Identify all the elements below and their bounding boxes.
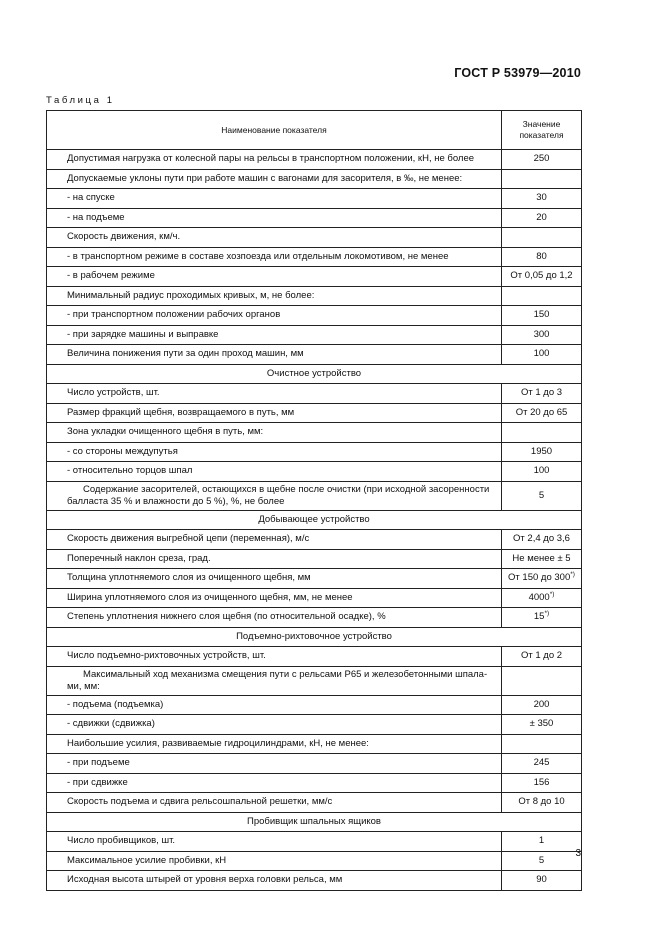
- table-row: [47, 754, 582, 774]
- section-row: [47, 364, 582, 384]
- table-caption: Таблица 1: [46, 95, 115, 106]
- table-row: [47, 588, 582, 608]
- row-name: - относительно торцов шпал: [47, 462, 502, 482]
- row-value: [502, 871, 582, 891]
- table-row: [47, 773, 582, 793]
- row-value: [502, 345, 582, 365]
- table-row: [47, 403, 582, 423]
- row-value: [502, 647, 582, 667]
- row-name: Минимальный радиус проходимых кривых, м, не более:: [47, 286, 502, 306]
- row-value: [502, 832, 582, 852]
- table-row: [47, 462, 582, 482]
- footnote-marker: *): [570, 571, 575, 579]
- row-value: [502, 734, 582, 754]
- table-row: [47, 286, 582, 306]
- row-value-text: От 1 до 2: [520, 650, 563, 662]
- row-name: - подъема (подъемка): [47, 695, 502, 715]
- table-row: [47, 306, 582, 326]
- row-value: [502, 549, 582, 569]
- row-name: - сдвижки (сдвижка): [47, 715, 502, 735]
- table-row: [47, 189, 582, 209]
- row-value-text: 1: [538, 835, 545, 847]
- document-number: ГОСТ Р 53979—2010: [454, 66, 581, 80]
- table-row: [47, 267, 582, 287]
- section-title: Очистное устройство: [47, 364, 582, 384]
- row-value-text: 1950: [530, 445, 553, 457]
- table-row: [47, 442, 582, 462]
- table-row: [47, 666, 582, 695]
- column-header-value: Значение показателя: [502, 111, 582, 150]
- section-title: Добывающее устройство: [47, 510, 582, 530]
- table-row: [47, 569, 582, 589]
- table-row: [47, 384, 582, 404]
- table-row: [47, 325, 582, 345]
- row-name: Наибольшие усилия, развиваемые гидроцилиндрами, кН, не менее:: [47, 734, 502, 754]
- table-row: [47, 549, 582, 569]
- table-row: [47, 647, 582, 667]
- table-row: [47, 169, 582, 189]
- row-name: Величина понижения пути за один проход машин, мм: [47, 345, 502, 365]
- row-name: Максимальное усилие пробивки, кН: [47, 851, 502, 871]
- table-row: [47, 715, 582, 735]
- row-value: [502, 569, 582, 589]
- table-row: [47, 208, 582, 228]
- table-row: [47, 530, 582, 550]
- row-name: Число пробивщиков, шт.: [47, 832, 502, 852]
- row-name: - при сдвижке: [47, 773, 502, 793]
- row-value-text: 90: [536, 874, 547, 886]
- row-value: [502, 715, 582, 735]
- row-value: [502, 695, 582, 715]
- table-row: [47, 150, 582, 170]
- row-value: [502, 150, 582, 170]
- row-value: [502, 462, 582, 482]
- row-name: Размер фракций щебня, возвращаемого в путь, мм: [47, 403, 502, 423]
- row-value: [502, 754, 582, 774]
- row-value: [502, 267, 582, 287]
- row-name: Скорость движения выгребной цепи (переменная), м/с: [47, 530, 502, 550]
- row-name: - при зарядке машины и выправке: [47, 325, 502, 345]
- table-row: [47, 734, 582, 754]
- row-value-text: 20: [536, 211, 547, 223]
- row-value-text: 150: [533, 309, 550, 321]
- row-name: Содержание засорителей, остающихся в щебне после очистки (при исходной засоренности балласта 35 % и влажности до 5 %), %, не более: [47, 481, 502, 510]
- table-row: [47, 345, 582, 365]
- row-value-text: От 20 до 65: [515, 406, 568, 418]
- row-value-text: 5: [538, 489, 545, 501]
- row-value-text: 156: [533, 776, 550, 788]
- row-name: - в транспортном режиме в составе хозпоезда или отдельным локомотивом, не менее: [47, 247, 502, 267]
- row-value: [502, 666, 582, 695]
- row-value: [502, 306, 582, 326]
- row-value: [502, 773, 582, 793]
- row-name: - при транспортном положении рабочих органов: [47, 306, 502, 326]
- table-row: [47, 793, 582, 813]
- row-value: [502, 588, 582, 608]
- row-value-text: От 8 до 10: [518, 796, 565, 808]
- row-value-text: 300: [533, 328, 550, 340]
- row-value-text: 200: [533, 698, 550, 710]
- table-row: [47, 481, 582, 510]
- page-number: 3: [575, 848, 581, 859]
- row-value: [502, 793, 582, 813]
- row-value: [502, 608, 582, 628]
- row-value: [502, 169, 582, 189]
- section-row: [47, 510, 582, 530]
- section-row: [47, 812, 582, 832]
- section-row: [47, 627, 582, 647]
- row-value: [502, 851, 582, 871]
- table-row: [47, 695, 582, 715]
- row-value-text: 100: [533, 348, 550, 360]
- table-row: [47, 871, 582, 891]
- row-value-text: ± 350: [529, 718, 554, 730]
- row-name: Исходная высота штырей от уровня верха головки рельса, мм: [47, 871, 502, 891]
- row-value-text: Не менее ± 5: [512, 552, 571, 564]
- row-name: Число устройств, шт.: [47, 384, 502, 404]
- row-value-text: От 2,4 до 3,6: [513, 533, 570, 545]
- row-value-text: 80: [536, 250, 547, 262]
- table-row: [47, 247, 582, 267]
- row-name: Зона укладки очищенного щебня в путь, мм:: [47, 423, 502, 443]
- table-row: [47, 608, 582, 628]
- row-value: [502, 208, 582, 228]
- footnote-marker: *): [544, 610, 550, 618]
- row-name: Степень уплотнения нижнего слоя щебня (по относительной осадке), %: [47, 608, 502, 628]
- row-value: [502, 384, 582, 404]
- row-value-text: 245: [533, 757, 550, 769]
- row-name: Допускаемые уклоны пути при работе машин с вагонами для засорителя, в ‰, не менее:: [47, 169, 502, 189]
- row-value-text: 30: [536, 192, 547, 204]
- row-value: [502, 325, 582, 345]
- table-row: [47, 851, 582, 871]
- row-name: Толщина уплотняемого слоя из очищенного щебня, мм: [47, 569, 502, 589]
- row-name: Максимальный ход механизма смещения пути с рельсами Р65 и железобетонными шпала-ми, мм:: [47, 666, 502, 695]
- parameters-table: [46, 110, 582, 891]
- table-header-row: [47, 111, 582, 150]
- row-name: - при подъеме: [47, 754, 502, 774]
- row-value: [502, 247, 582, 267]
- row-value-text: От 150 до 300: [508, 572, 571, 584]
- section-title: Подъемно-рихтовочное устройство: [47, 627, 582, 647]
- table-body: [47, 150, 582, 891]
- row-value: [502, 423, 582, 443]
- row-value: [502, 530, 582, 550]
- row-value-text: 4000: [528, 591, 550, 603]
- row-value: [502, 481, 582, 510]
- row-value: [502, 442, 582, 462]
- row-name: - в рабочем режиме: [47, 267, 502, 287]
- row-value-text: 250: [533, 153, 550, 165]
- row-value-text: 100: [533, 465, 550, 477]
- row-name: Скорость подъема и сдвига рельсошпальной решетки, мм/с: [47, 793, 502, 813]
- row-value-text: 5: [538, 854, 545, 866]
- row-value: [502, 403, 582, 423]
- table-row: [47, 423, 582, 443]
- row-name: Число подъемно-рихтовочных устройств, шт.: [47, 647, 502, 667]
- row-name: Скорость движения, км/ч.: [47, 228, 502, 248]
- row-name: Поперечный наклон среза, град.: [47, 549, 502, 569]
- footnote-marker: *): [549, 590, 555, 598]
- row-name: - со стороны междупутья: [47, 442, 502, 462]
- section-title: Пробивщик шпальных ящиков: [47, 812, 582, 832]
- row-value: [502, 189, 582, 209]
- row-name: - на спуске: [47, 189, 502, 209]
- row-value: [502, 286, 582, 306]
- row-name: Допустимая нагрузка от колесной пары на рельсы в транспортном положении, кН, не более: [47, 150, 502, 170]
- row-name: - на подъеме: [47, 208, 502, 228]
- table-row: [47, 832, 582, 852]
- row-name: Ширина уплотняемого слоя из очищенного щебня, мм, не менее: [47, 588, 502, 608]
- row-value: [502, 228, 582, 248]
- row-value-text: От 0,05 до 1,2: [510, 270, 573, 282]
- row-value-text: 15: [533, 611, 545, 623]
- column-header-name: Наименование показателя: [47, 111, 502, 150]
- row-value-text: От 1 до 3: [520, 387, 563, 399]
- table-row: [47, 228, 582, 248]
